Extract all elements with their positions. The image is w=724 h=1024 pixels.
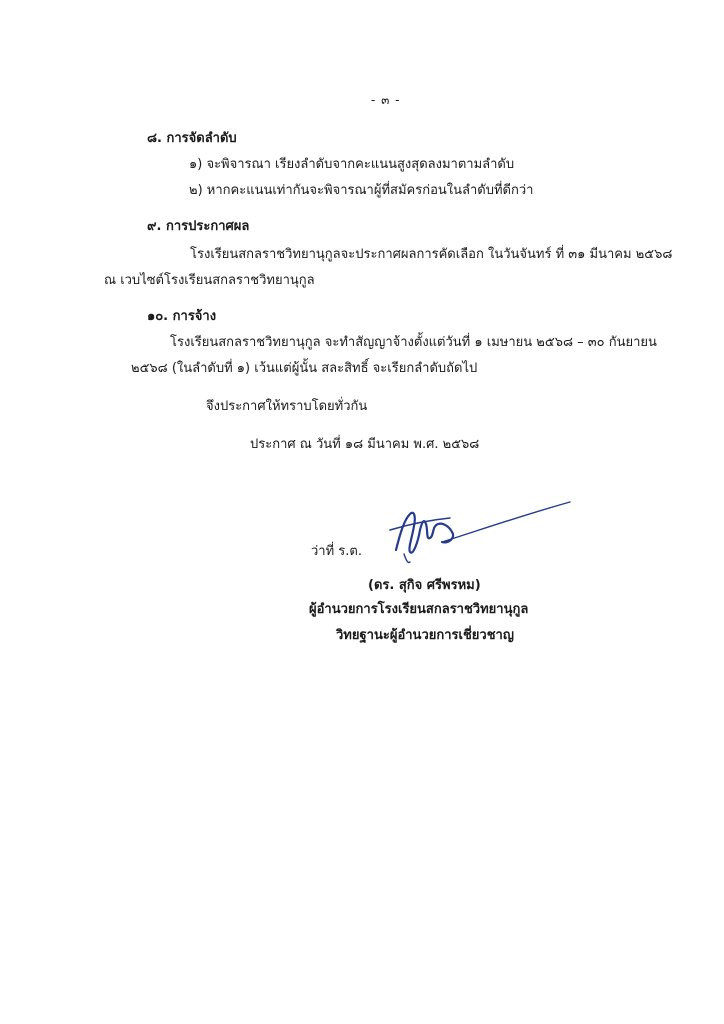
signer-title-prefix: ว่าที่ ร.ต. — [311, 544, 362, 559]
announcement-date: ประกาศ ณ วันที่ ๑๘ มีนาคม พ.ศ. ๒๕๖๘ — [250, 437, 480, 452]
signer-academic-rank: วิทยฐานะผู้อำนวยการเชี่ยวชาญ — [336, 628, 514, 643]
closing-statement: จึงประกาศให้ทราบโดยทั่วกัน — [206, 399, 368, 414]
signer-name: (ดร. สุกิจ ศรีพรหม) — [368, 578, 481, 593]
handwritten-signature — [380, 494, 575, 566]
section-9-line-2: ณ เวบไซต์โรงเรียนสกลราชวิทยานุกูล — [104, 273, 315, 288]
section-8-item-2: ๒) หากคะแนนเท่ากันจะพิจารณาผู้ที่สมัครก่อนในลำดับที่ดีกว่า — [189, 183, 534, 198]
signer-position: ผู้อำนวยการโรงเรียนสกลราชวิทยานุกูล — [309, 602, 529, 617]
page-number: - ๓ - — [371, 93, 401, 107]
section-8-item-1: ๑) จะพิจารณา เรียงลำดับจากคะแนนสูงสุดลงมาตามลำดับ — [189, 157, 515, 172]
section-10-line-2: ๒๕๖๘ (ในลำดับที่ ๑) เว้นแต่ผู้นั้น สละสิทธิ์ จะเรียกลำดับถัดไป — [131, 361, 478, 376]
section-10-line-1: โรงเรียนสกลราชวิทยานุกูล จะทำสัญญาจ้างตั้งแต่วันที่ ๑ เมษายน ๒๕๖๘ – ๓๐ กันยายน — [170, 335, 657, 350]
section-9-line-1: โรงเรียนสกลราชวิทยานุกูลจะประกาศผลการคัดเลือก ในวันจันทร์ ที่ ๓๑ มีนาคม ๒๕๖๘ — [190, 247, 673, 262]
section-8-heading: ๘. การจัดลำดับ — [147, 131, 237, 146]
section-10-heading: ๑๐. การจ้าง — [147, 309, 217, 324]
section-9-heading: ๙. การประกาศผล — [147, 219, 250, 234]
